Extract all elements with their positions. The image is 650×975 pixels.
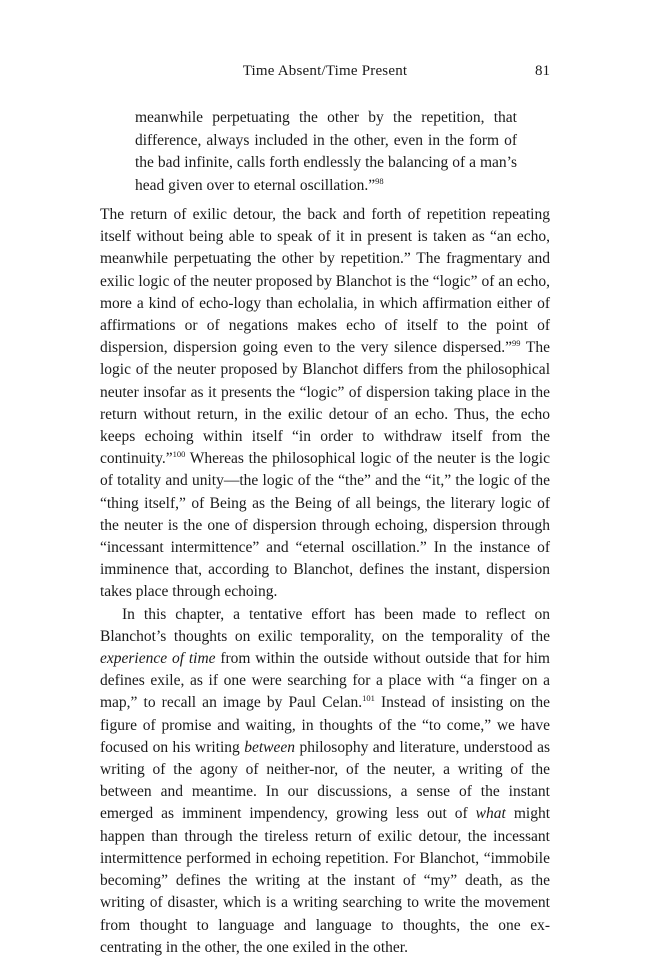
paragraph-text: In this chapter, a tentative effort has been made to reflect on Blanchot’s thoughts on exilic temporality, on the temporality of the bbox=[100, 605, 550, 645]
running-head bbox=[100, 60, 550, 82]
running-title: Time Absent/Time Present bbox=[242, 63, 408, 79]
emphasis-text: what bbox=[475, 805, 506, 823]
paragraph-text: from within the outside without outside that for him defines exile, as if one were searching for a place with “a finger on a map,” to recall an image by Paul Celan. bbox=[100, 650, 550, 712]
paragraph-text: might happen than through the tireless return of exilic detour, the incessant intermittence performed in echoing repetition. For Blanchot, “immobile becoming” defines the writing at the instant of “my” death, as the writing of disaster, which is a writing searching to write the movement from thought to language and language to thoughts, the one ex-centrating in the other, the one exiled in the other. bbox=[100, 805, 550, 956]
paragraph-text: Instead of insisting on the figure of promise and waiting, in thoughts of the “to come,” we have focused on his writing bbox=[100, 694, 550, 756]
paragraph-text: The logic of the neuter proposed by Blanchot differs from the philosophical neuter insofar as it presents the “logic” of dispersion taking place in the return without return, in the exilic detour of an echo. Thus, the echo keeps echoing within itself “in order to withdraw itself from the continuity.” bbox=[100, 339, 550, 468]
block-quote bbox=[135, 107, 517, 197]
footnote-ref-98: 98 bbox=[375, 175, 384, 186]
block-quote-text: meanwhile perpetuating the other by the repetition, that difference, always included in the other, even in the form of the bad infinite, calls forth endlessly the balancing of a man’s head given over to eternal oscillation.” bbox=[135, 109, 517, 194]
paragraph bbox=[100, 204, 550, 604]
paragraph-text: Whereas the philosophical logic of the neuter is the logic of totality and unity—the logic of the “the” and the “it,” the logic of the “thing itself,” of Being as the Being of all beings, the literary logic of the neuter is the one of dispersion through echoing, dispersion through “incessant intermittence” and “eternal oscillation.” In the instance of imminence that, according to Blanchot, defines the instant, dispersion takes place through echoing. bbox=[100, 450, 550, 601]
paragraph-text: philosophy and literature, understood as writing of the agony of neither-nor, of the neuter, a writing of the between and meantime. In our discussions, a sense of the instant emerged as imminent impendency, growing less out of bbox=[100, 738, 550, 823]
paragraph bbox=[100, 604, 550, 959]
page-number: 81 bbox=[535, 63, 550, 79]
footnote-ref-101: 101 bbox=[362, 693, 375, 704]
emphasis-text: experience of time bbox=[100, 650, 216, 668]
paragraph-text: The return of exilic detour, the back and forth of repetition repeating itself without being able to speak of it in present is taken as “an echo, meanwhile perpetuating the other by repetition.” The fragmentary and exilic logic of the neuter proposed by Blanchot is the “logic” of an echo, more a kind of echo-logy than echolalia, in which affirmation either of affirmations or of negations makes echo of itself to the point of dispersion, dispersion going even to the very silence dispersed.” bbox=[100, 206, 550, 357]
emphasis-text: between bbox=[244, 738, 296, 756]
body-text bbox=[100, 204, 550, 959]
footnote-ref-100: 100 bbox=[172, 449, 186, 460]
footnote-ref-99: 99 bbox=[512, 338, 521, 349]
